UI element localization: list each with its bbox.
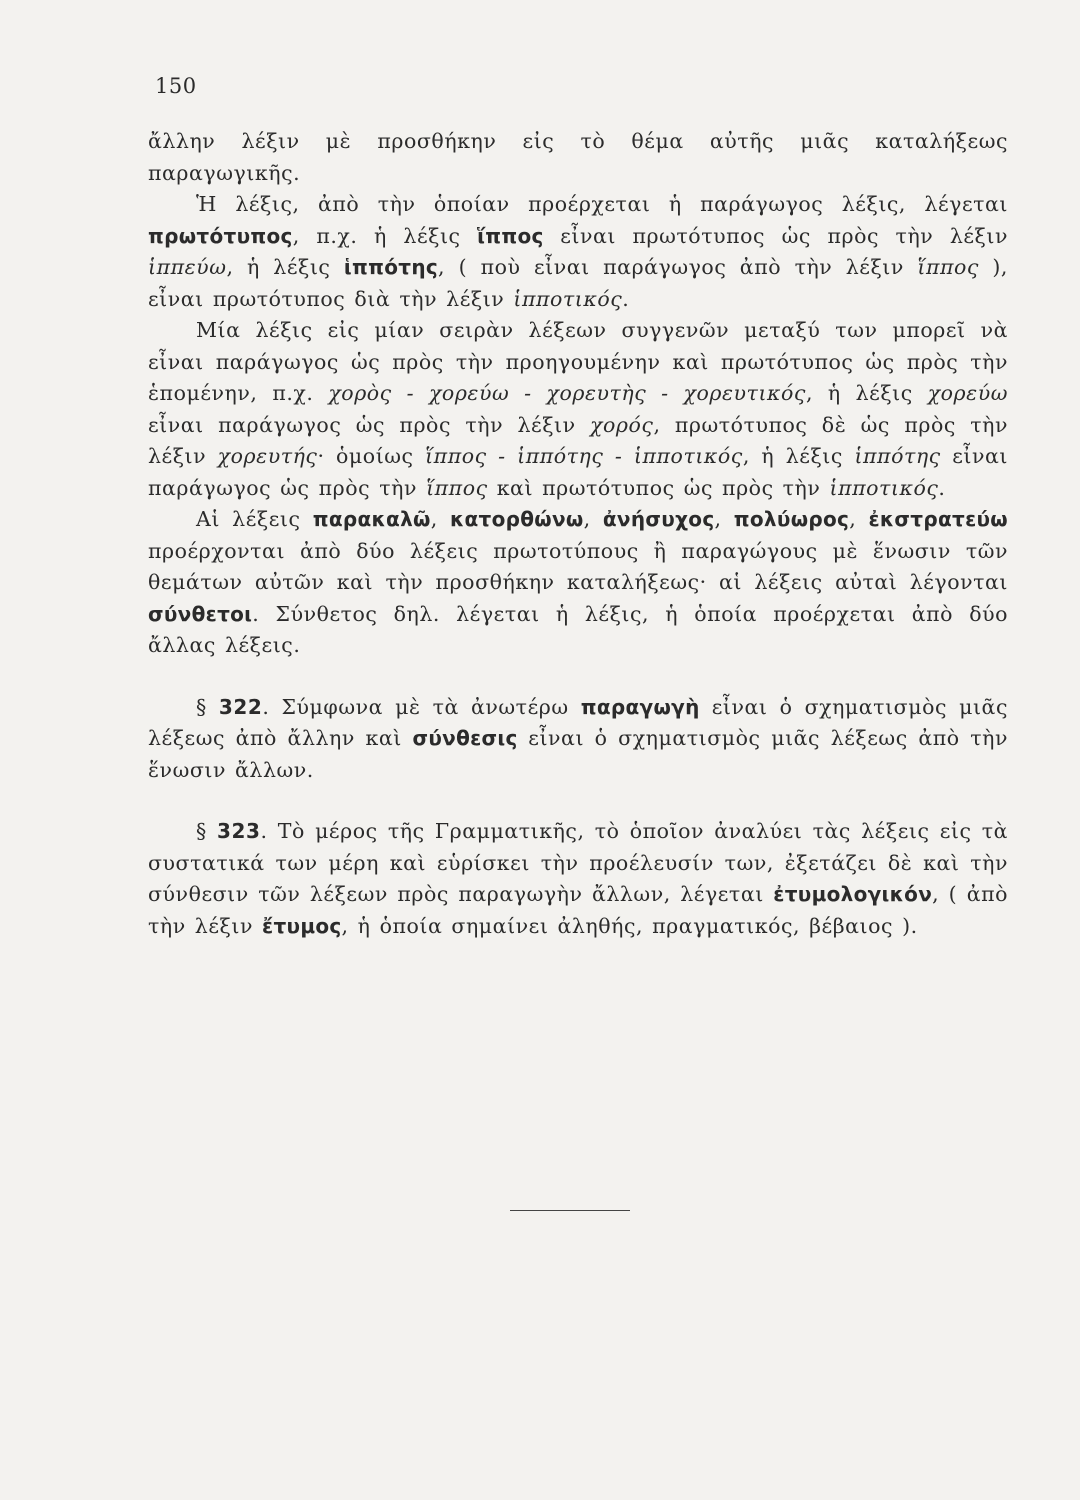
paragraph-continuation [148,126,1008,189]
term-bold: παραγωγὴ [580,694,700,719]
word-italic: ἱππεύω [148,255,227,279]
term-bold: ἔτυμος [262,913,342,938]
text-run: εἶναι παράγωγος ὡς πρὸς τὴν λέξιν [148,412,591,437]
text-run: , ἡ λέξις [226,255,344,279]
text-run: , ἡ λέξις [805,381,928,405]
term-bold: ἐκστρατεύω [868,507,1008,531]
section-number: 323 [217,819,261,843]
word-italic: χορός [590,412,654,437]
term-bold: ἐτυμολογικόν [773,882,933,906]
text-run: , πρωτότυπος δὲ ὡς πρὸς τὴν λέξιν [148,412,1009,468]
section-sign: § [196,819,218,843]
text-run: , [430,507,450,531]
text-run: , [583,507,603,531]
text-run: . Τὸ μέρος τῆς Γραμματικῆς, τὸ ὁποῖον ἀναλύει τὰς λέξεις εἰς τὰ συστατικά των μέρη καὶ εὑρίσκει τὴν προέλευσίν των, ἐξετάζει δὲ καὶ τὴν σύνθεσιν τῶν λέξεων πρὸς παραγωγὴν ἄλλων, λέγεται [148,819,1008,906]
word-italic: ἱππoτικός [513,286,623,311]
text-run: εἶναι ὁ σχηματισμὸς μιᾶς λέξεως ἀπὸ ἄλλην καὶ [148,694,1008,750]
text-run: . [622,286,630,311]
text-run: · ὁμοίως [317,444,426,468]
term-bold: πολύωρος [733,507,850,531]
section-divider [510,1210,630,1211]
text-run: , ( ἀπὸ τὴν λέξιν [148,882,1008,938]
text-run: ἄλλην λέξιν μὲ προσθήκην εἰς τὸ θέμα αὐτῆς μιᾶς καταλήξεως παραγωγικῆς. [148,129,1008,185]
word-italic: ἱπποτικός [829,475,939,500]
term-bold: κατορθώνω [450,507,584,531]
text-run: , ( ποὺ εἶναι παράγωγος ἀπὸ τὴν λέξιν [438,255,918,279]
word-italic: ἵππος [917,255,979,279]
term-bold: ἵππος [477,223,544,248]
text-run: εἶναι πρωτότυπος ὡς πρὸς τὴν λέξιν [543,223,1008,248]
term-bold: ἀνήσυχος [602,507,715,531]
section-323 [148,816,1008,942]
word-italic: χορευτής [217,444,318,468]
text-run: ), εἶναι πρωτότυπος διὰ τὴν λέξιν [148,255,1008,311]
word-italic: ἱππότης [854,444,941,468]
term-bold: σύνθεσις [412,726,518,750]
text-run: εἶναι ὁ σχηματισμὸς μιᾶς λέξεως ἀπὸ τὴν ἕνωσιν ἄλλων. [148,726,1009,782]
paragraph-series [148,315,1008,504]
text-run: , ἡ λέξις [742,444,855,468]
term-bold: ἱππότης [343,255,439,279]
page-number: 150 [155,74,197,98]
text-run: εἶναι παράγωγος ὡς πρὸς τὴν [148,444,1008,500]
text-run: , π.χ. ἡ λέξις [292,223,478,248]
word-italic: ἵππος - ἱππότης - ἱπποτικός [425,444,743,468]
paragraph-prototypos [148,189,1008,315]
text-run: Μία λέξις εἰς μίαν σειρὰν λέξεων συγγενῶν μεταξύ των μπορεῖ νὰ εἶναι παράγωγος ὡς πρὸς τὴν προηγουμένην καὶ πρωτότυπος ὡς πρὸς τὴν ἑπομένην, π.χ. [148,318,1008,405]
word-italic: χορεύω [927,381,1008,405]
text-run: . Σύμφωνα μὲ τὰ ἀνωτέρω [262,694,581,719]
term-bold: παρακαλῶ [312,507,431,531]
paragraph-compounds [148,504,1008,662]
text-run: , [849,507,869,531]
section-322 [148,692,1008,787]
text-run: , [714,507,734,531]
text-run: . [938,475,946,500]
word-italic: ἵππος [426,475,488,500]
section-number: 322 [218,694,263,719]
word-italic: χορὸς - χορεύω - χορευτὴς - χορευτικός [328,381,806,405]
text-run: Ἡ λέξις, ἀπὸ τὴν ὁποίαν προέρχεται ἡ παράγωγος λέξις, λέγεται [196,192,1008,216]
term-bold: σύνθετοι [148,601,253,626]
text-run: Αἱ λέξεις [196,507,313,531]
section-sign: § [196,694,219,719]
text-run: καὶ πρωτότυπος ὡς πρὸς τὴν [487,475,830,500]
text-run: . Σύνθετος δηλ. λέγεται ἡ λέξις, ἡ ὁποία προέρχεται ἀπὸ δύο ἄλλας λέξεις. [148,601,1008,657]
text-run: , ἡ ὁποία σημαίνει ἀληθής, πραγματικός, βέβαιος ). [341,913,918,938]
page-body [148,126,1008,942]
term-bold: πρωτότυπος [148,223,293,248]
text-run: προέρχονται ἀπὸ δύο λέξεις πρωτοτύπους ἢ παραγώγους μὲ ἕνωσιν τῶν θεμάτων αὐτῶν καὶ τὴν προσθήκην καταλήξεως· αἱ λέξεις αὐταὶ λέγονται [148,538,1008,594]
